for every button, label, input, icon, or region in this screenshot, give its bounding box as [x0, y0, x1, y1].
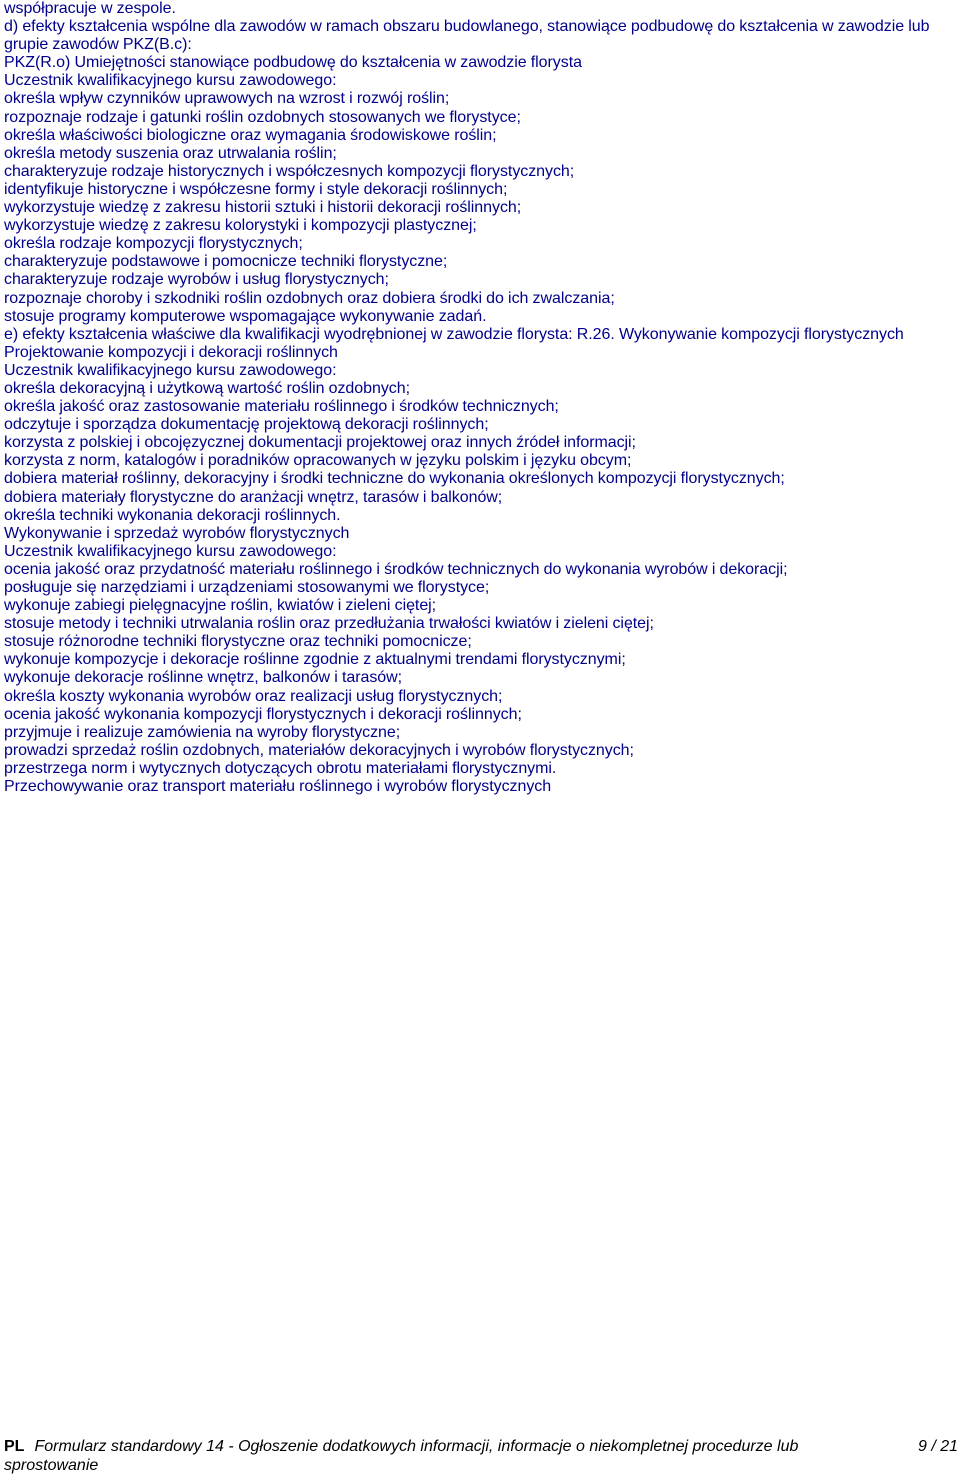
subsection-heading: Przechowywanie oraz transport materiału roślinnego i wyrobów florystycznych	[4, 778, 552, 796]
list-item: korzysta z polskiej i obcojęzycznej dokumentacji projektowej oraz innych źródeł informacji;	[4, 434, 636, 452]
list-item: wykonuje kompozycje i dekoracje roślinne zgodnie z aktualnymi trendami florystycznymi;	[4, 651, 626, 669]
list-item: określa koszty wykonania wyrobów oraz realizacji usług florystycznych;	[4, 687, 503, 705]
list-item: określa właściwości biologiczne oraz wymagania środowiskowe roślin;	[4, 126, 497, 144]
list-item: posługuje się narzędziami i urządzeniami stosowanymi we florystyce;	[4, 579, 490, 596]
footer-title-block	[4, 1437, 874, 1475]
section-heading: e) efekty kształcenia właściwe dla kwalifikacji wyodrębnionej w zawodzie florysta: R.26. Wykonywanie kompozycji florystycznych	[4, 325, 904, 343]
list-item: identyfikuje historyczne i współczesne formy i style dekoracji roślinnych;	[4, 180, 508, 198]
list-item: wykorzystuje wiedzę z zakresu kolorystyki i kompozycji plastycznej;	[4, 217, 477, 235]
list-item: stosuje różnorodne techniki florystyczne oraz techniki pomocnicze;	[4, 633, 472, 651]
list-item: przyjmuje i realizuje zamówienia na wyroby florystyczne;	[4, 723, 401, 741]
list-item: stosuje programy komputerowe wspomagające wykonywanie zadań.	[4, 307, 487, 325]
subsection-heading: PKZ(R.o) Umiejętności stanowiące podbudowę do kształcenia w zawodzie florysta	[4, 54, 582, 72]
list-item: ocenia jakość oraz przydatność materiału roślinnego i środków technicznych do wykonania wyrobów i dekoracji;	[4, 560, 788, 578]
subsection-heading: Projektowanie kompozycji i dekoracji roślinnych	[4, 343, 338, 361]
footer-language-code: PL	[4, 1438, 25, 1455]
text-line: współpracuje w zespole.	[4, 0, 176, 17]
participant-intro: Uczestnik kwalifikacyjnego kursu zawodowego:	[4, 72, 337, 90]
subsection-heading: Wykonywanie i sprzedaż wyrobów florystycznych	[4, 524, 350, 542]
list-item: stosuje metody i techniki utrwalania roślin oraz przedłużania trwałości kwiatów i zieleni ciętej;	[4, 615, 654, 633]
footer-form-title: Formularz standardowy 14 - Ogłoszenie dodatkowych informacji, informacje o niekompletnej procedurze lub sprostowanie	[4, 1438, 799, 1474]
list-item: rozpoznaje choroby i szkodniki roślin ozdobnych oraz dobiera środki do ich zwalczania;	[4, 289, 615, 307]
list-item: określa wpływ czynników uprawowych na wzrost i rozwój roślin;	[4, 90, 450, 108]
list-item: dobiera materiały florystyczne do aranżacji wnętrz, tarasów i balkonów;	[4, 488, 503, 506]
list-item: określa dekoracyjną i użytkową wartość roślin ozdobnych;	[4, 379, 410, 397]
participant-intro: Uczestnik kwalifikacyjnego kursu zawodowego:	[4, 361, 337, 379]
list-item: odczytuje i sporządza dokumentację projektową dekoracji roślinnych;	[4, 416, 489, 434]
list-item: charakteryzuje rodzaje wyrobów i usług florystycznych;	[4, 271, 389, 289]
list-item: rozpoznaje rodzaje i gatunki roślin ozdobnych stosowanych we florystyce;	[4, 108, 521, 126]
list-item: korzysta z norm, katalogów i poradników opracowanych w języku polskim i języku obcym;	[4, 452, 632, 470]
list-item: ocenia jakość wykonania kompozycji florystycznych i dekoracji roślinnych;	[4, 705, 522, 723]
document-body	[4, 0, 958, 796]
footer-page-number: 9 / 21	[917, 1438, 958, 1455]
list-item: wykonuje dekoracje roślinne wnętrz, balkonów i tarasów;	[4, 669, 403, 687]
list-item: określa techniki wykonania dekoracji roślinnych.	[4, 506, 341, 524]
participant-intro: Uczestnik kwalifikacyjnego kursu zawodowego:	[4, 542, 337, 560]
list-item: wykorzystuje wiedzę z zakresu historii sztuki i historii dekoracji roślinnych;	[4, 199, 522, 217]
list-item: charakteryzuje rodzaje historycznych i współczesnych kompozycji florystycznych;	[4, 162, 575, 180]
list-item: określa metody suszenia oraz utrwalania roślin;	[4, 144, 337, 162]
list-item: prowadzi sprzedaż roślin ozdobnych, materiałów dekoracyjnych i wyrobów florystycznych;	[4, 741, 634, 759]
list-item: określa rodzaje kompozycji florystycznych;	[4, 235, 303, 253]
list-item: dobiera materiał roślinny, dekoracyjny i środki techniczne do wykonania określonych kompozycji florystycznych;	[4, 470, 785, 488]
list-item: charakteryzuje podstawowe i pomocnicze techniki florystyczne;	[4, 253, 448, 271]
list-item: określa jakość oraz zastosowanie materiału roślinnego i środków technicznych;	[4, 398, 559, 416]
section-heading: d) efekty kształcenia wspólne dla zawodów w ramach obszaru budowlanego, stanowiące podbudowę do kształcenia w zawodzie lub grupie zawodów PKZ(B.c):	[4, 18, 930, 54]
list-item: przestrzega norm i wytycznych dotyczących obrotu materiałami florystycznymi.	[4, 759, 557, 777]
list-item: wykonuje zabiegi pielęgnacyjne roślin, kwiatów i zieleni ciętej;	[4, 597, 437, 615]
